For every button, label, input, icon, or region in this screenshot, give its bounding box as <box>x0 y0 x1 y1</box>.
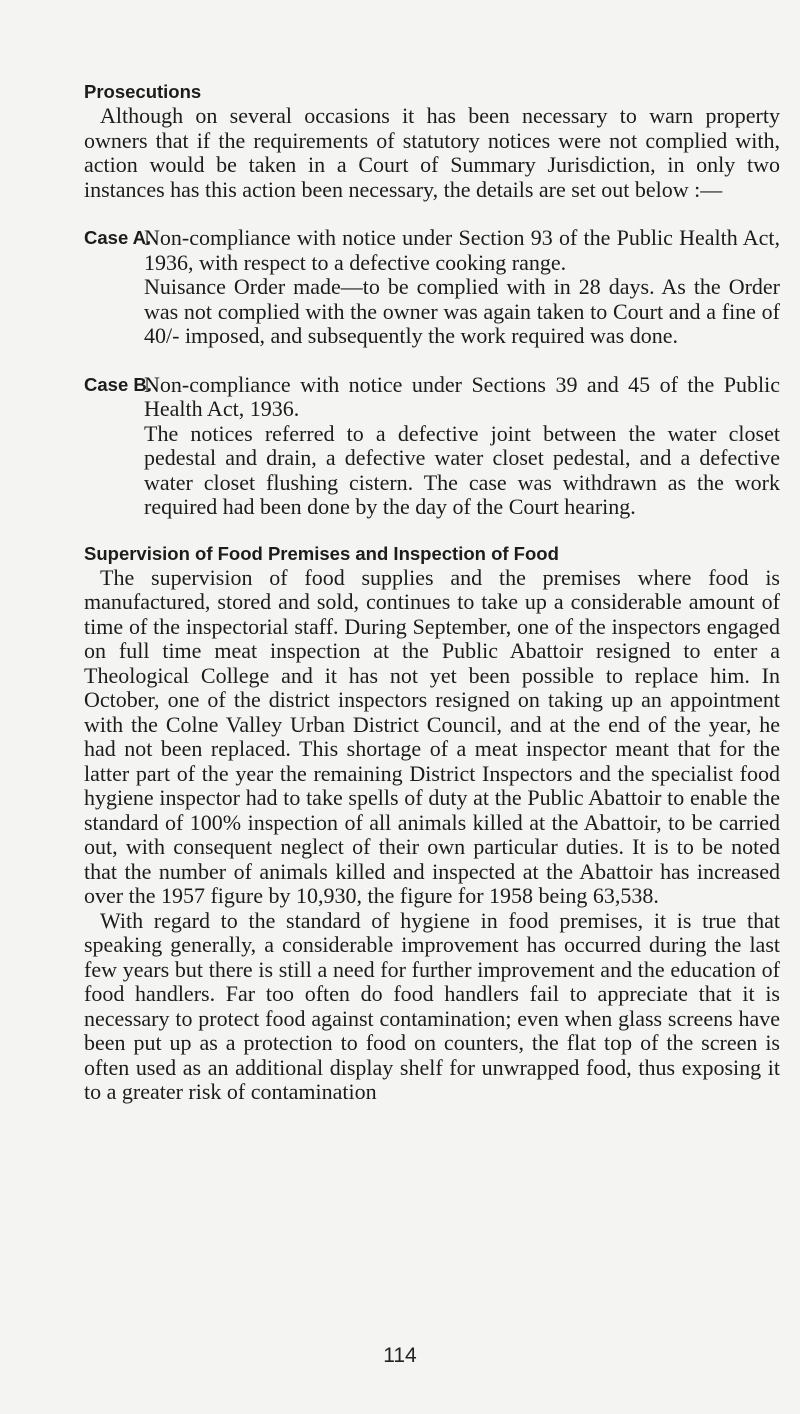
case-b-body <box>144 373 780 520</box>
supervision-paragraph-2: With regard to the standard of hygiene in food premises, it is true that speaking generally, a considerable improvement has occurred during the last few years but there is still a need for further improvement and the education of food handlers. Far too often do food handlers fail to appreciate that it is necessary to protect food against contamination; even when glass screens have been put up as a protection to food on counters, the flat top of the screen is often used as an additional display shelf for unwrapped food, thus exposing it to a greater risk of contamination <box>84 907 780 1104</box>
document-page <box>84 80 780 1105</box>
case-a <box>84 226 780 349</box>
case-a-body <box>144 226 780 349</box>
case-a-paragraph-1: Non-compliance with notice under Section 93 of the Public Health Act, 1936, with respect to a defective cooking range. <box>144 225 780 275</box>
supervision-section <box>84 542 780 1105</box>
case-b-paragraph-1: Non-compliance with notice under Sections 39 and 45 of the Public Health Act, 1936. <box>144 371 780 421</box>
prosecutions-heading: Prosecutions <box>84 81 202 102</box>
case-b-label: Case B. <box>84 373 152 395</box>
case-b <box>84 373 780 520</box>
case-b-paragraph-2: The notices referred to a defective joint between the water closet pedestal and drain, a defective water closet pedestal, and a defective water closet flushing cistern. The case was withdrawn as the work required had been done by the day of the Court hearing. <box>144 420 780 519</box>
case-a-label: Case A. <box>84 227 152 248</box>
supervision-heading: Supervision of Food Premises and Inspection of Food <box>84 542 559 564</box>
case-a-paragraph-2: Nuisance Order made—to be complied with in 28 days. As the Order was not complied with the owner was again taken to Court and a fine of 40/- imposed, and subsequently the work required was done. <box>144 274 780 348</box>
page-number: 114 <box>383 1344 417 1367</box>
prosecutions-intro: Although on several occasions it has been necessary to warn property owners that if the requirements of statutory notices were not complied with, action would be taken in a Court of Summary Jurisdiction, in only two instances has this action been necessary, the details are set out below :— <box>84 103 780 202</box>
supervision-paragraph-1: The supervision of food supplies and the premises where food is manufactured, stored and sold, continues to take up a considerable amount of time of the inspectorial staff. During September, one of the inspectors engaged on full time meat inspection at the Public Abattoir resigned to enter a Theological College and it has not yet been possible to replace him. In October, one of the district inspectors resigned on taking up an appointment with the Colne Valley Urban District Council, and at the end of the year, he had not been replaced. This shortage of a meat inspector meant that for the latter part of the year the remaining District Inspectors and the specialist food hygiene inspector had to take spells of duty at the Public Abattoir to enable the standard of 100% inspection of all animals killed at the Abattoir, to be carried out, with consequent neglect of their own particular duties. It is to be noted that the number of animals killed and inspected at the Abattoir has increased over the 1957 figure by 10,930, the figure for 1958 being 63,538. <box>84 564 780 908</box>
